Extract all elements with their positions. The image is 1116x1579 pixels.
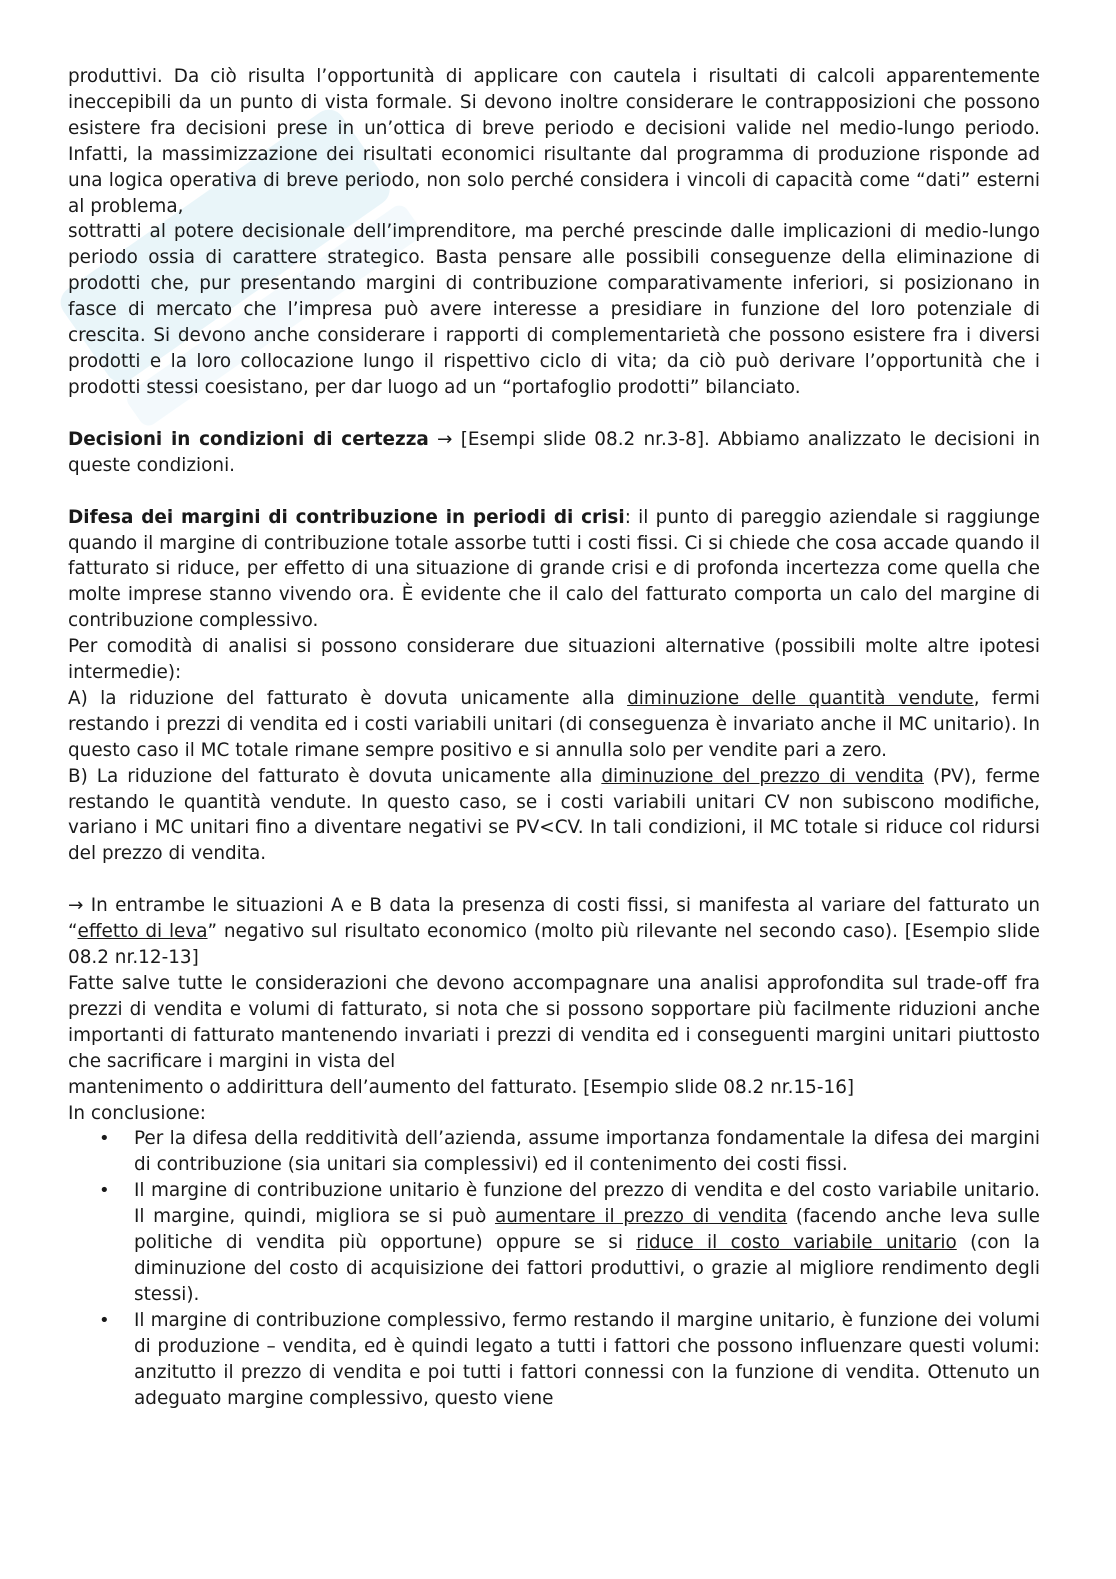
bullet-text-1: Per la difesa della redditività dell’azienda, assume importanza fondamentale la difesa dei margini di contribuzione (sia unitari sia complessivi) ed il contenimento dei costi fissi. [134, 1128, 1040, 1176]
case-a-pre: A) la riduzione del fatturato è dovuta unicamente alla [68, 687, 628, 709]
case-b-pre: B) La riduzione del fatturato è dovuta unicamente alla [68, 765, 602, 787]
paragraph-leverage [68, 893, 1040, 971]
heading-certainty: Decisioni in condizioni di certezza [68, 428, 429, 450]
certainty-text: [Esempi slide 08.2 nr.3-8]. Abbiamo analizzato le decisioni in queste condizioni. [68, 428, 1040, 476]
bullet-2-underline-2: riduce il costo variabile unitario [636, 1232, 957, 1254]
bullet-icon: • [99, 1180, 110, 1202]
paragraph-conclusion: In conclusione: [68, 1102, 206, 1124]
list-item [99, 1126, 1040, 1178]
list-item [99, 1178, 1041, 1308]
bullet-icon: • [99, 1309, 110, 1331]
heading-crisis: Difesa dei margini di contribuzione in periodi di crisi [68, 506, 625, 528]
bullet-2-underline-1: aumentare il prezzo di vendita [494, 1206, 788, 1228]
case-b-underline: diminuzione del prezzo di vendita [601, 765, 924, 787]
bullet-2-mid: (facendo anche leva sulle politiche di vendita più opportune) oppure se si [134, 1206, 1041, 1254]
bullet-icon: • [99, 1128, 110, 1150]
paragraph-case-b [68, 764, 1040, 868]
paragraph-case-a [68, 686, 1040, 764]
list-item [99, 1308, 1040, 1412]
bullet-2-post: (con la diminuzione del costo di acquisizione dei fattori produttivi, o grazie al migliore rendimento degli stessi). [134, 1232, 1040, 1305]
crisis-text: : il punto di pareggio aziendale si raggiunge quando il margine di contribuzione totale assorbe tutti i costi fissi. Ci si chiede che cosa accade quando il fatturato si riduce, per effetto di una situazione di grande crisi e di profonda incertezza come quella che molte imprese stanno vivendo ora. È evidente che il calo del fatturato comporta un calo del margine di contribuzione complessivo. [68, 506, 1040, 632]
paragraph-tradeoff-2: mantenimento o addirittura dell’aumento del fatturato. [Esempio slide 08.2 nr.15-16] [68, 1076, 855, 1098]
paragraph-certainty [68, 427, 1040, 479]
leverage-pre: In entrambe le situazioni A e B data la presenza di costi fissi, si manifesta al variare del fatturato un “ [68, 895, 1040, 943]
bullet-text-3: Il margine di contribuzione complessivo, fermo restando il margine unitario, è funzione dei volumi di produzione – vendita, ed è quindi legato a tutti i fattori che possono influenzare questi volumi: anzitutto il prezzo di vendita e poi tutti i fattori connessi con la funzione di vendita. Ottenuto un adeguato margine complessivo, questo viene [134, 1309, 1040, 1409]
case-a-post: , fermi restando i prezzi di vendita ed i costi variabili unitari (di conseguenza è invariato anche il MC unitario). In questo caso il MC totale rimane sempre positivo e si annulla solo per vendite pari a zero. [68, 687, 1040, 761]
leverage-post: ” negativo sul risultato economico (molto più rilevante nel secondo caso). [Esempio slide 08.2 nr.12-13] [68, 921, 1040, 969]
arrow-icon: → [437, 428, 453, 450]
document-page [68, 64, 1040, 1411]
arrow-icon: → [68, 895, 84, 917]
case-b-post: (PV), ferme restando le quantità vendute. In questo caso, se i costi variabili unitari CV non subiscono modifiche, variano i MC unitari fino a diventare negativi se PV<CV. In tali condizioni, il MC totale si riduce col ridursi del prezzo di vendita. [68, 765, 1040, 865]
bullet-2-pre: Il margine di contribuzione unitario è funzione del prezzo di vendita e del costo variabile unitario. Il margine, quindi, migliora se si può [134, 1180, 1040, 1228]
paragraph-analysis: Per comodità di analisi si possono considerare due situazioni alternative (possibili molte altre ipotesi intermedie): [68, 636, 1040, 684]
leverage-underline: effetto di leva [77, 921, 208, 943]
paragraph-crisis [68, 505, 1040, 635]
case-a-underline: diminuzione delle quantità vendute [627, 687, 974, 709]
paragraph-intro-2: sottratti al potere decisionale dell’imprenditore, ma perché prescinde dalle implicazioni di medio-lungo periodo ossia di carattere strategico. Basta pensare alle possibili conseguenze della eliminazione di prodotti che, pur presentando margini di contribuzione comparativamente inferiori, si posizionano in fasce di mercato che l’impresa può avere interesse a presidiare in funzione del loro potenziale di crescita. Si devono anche considerare i rapporti di complementarietà che possono esistere fra i diversi prodotti e la loro collocazione lungo il rispettivo ciclo di vita; da ciò può derivare l’opportunità che i prodotti stessi coesistano, per dar luogo ad un “portafoglio prodotti” bilanciato. [68, 221, 1040, 398]
paragraph-intro-1: produttivi. Da ciò risulta l’opportunità di applicare con cautela i risultati di calcoli apparentemente ineccepibili da un punto di vista formale. Si devono inoltre considerare le contrapposizioni che possono esistere fra decisioni prese in un’ottica di breve periodo e decisioni valide nel medio-lungo periodo. Infatti, la massimizzazione dei risultati economici risultante dal programma di produzione risponde ad una logica operativa di breve periodo, non solo perché considera i vincoli di capacità come “dati” esterni al problema, [68, 66, 1040, 217]
paragraph-tradeoff-1: Fatte salve tutte le considerazioni che devono accompagnare una analisi approfondita sul trade-off fra prezzi di vendita e volumi di fatturato, si nota che si possono sopportare più facilmente riduzioni anche importanti di fatturato mantenendo invariati i prezzi di vendita ed i conseguenti margini unitari piuttosto che sacrificare i margini in vista del [68, 973, 1040, 1072]
conclusion-list [68, 1126, 1040, 1411]
